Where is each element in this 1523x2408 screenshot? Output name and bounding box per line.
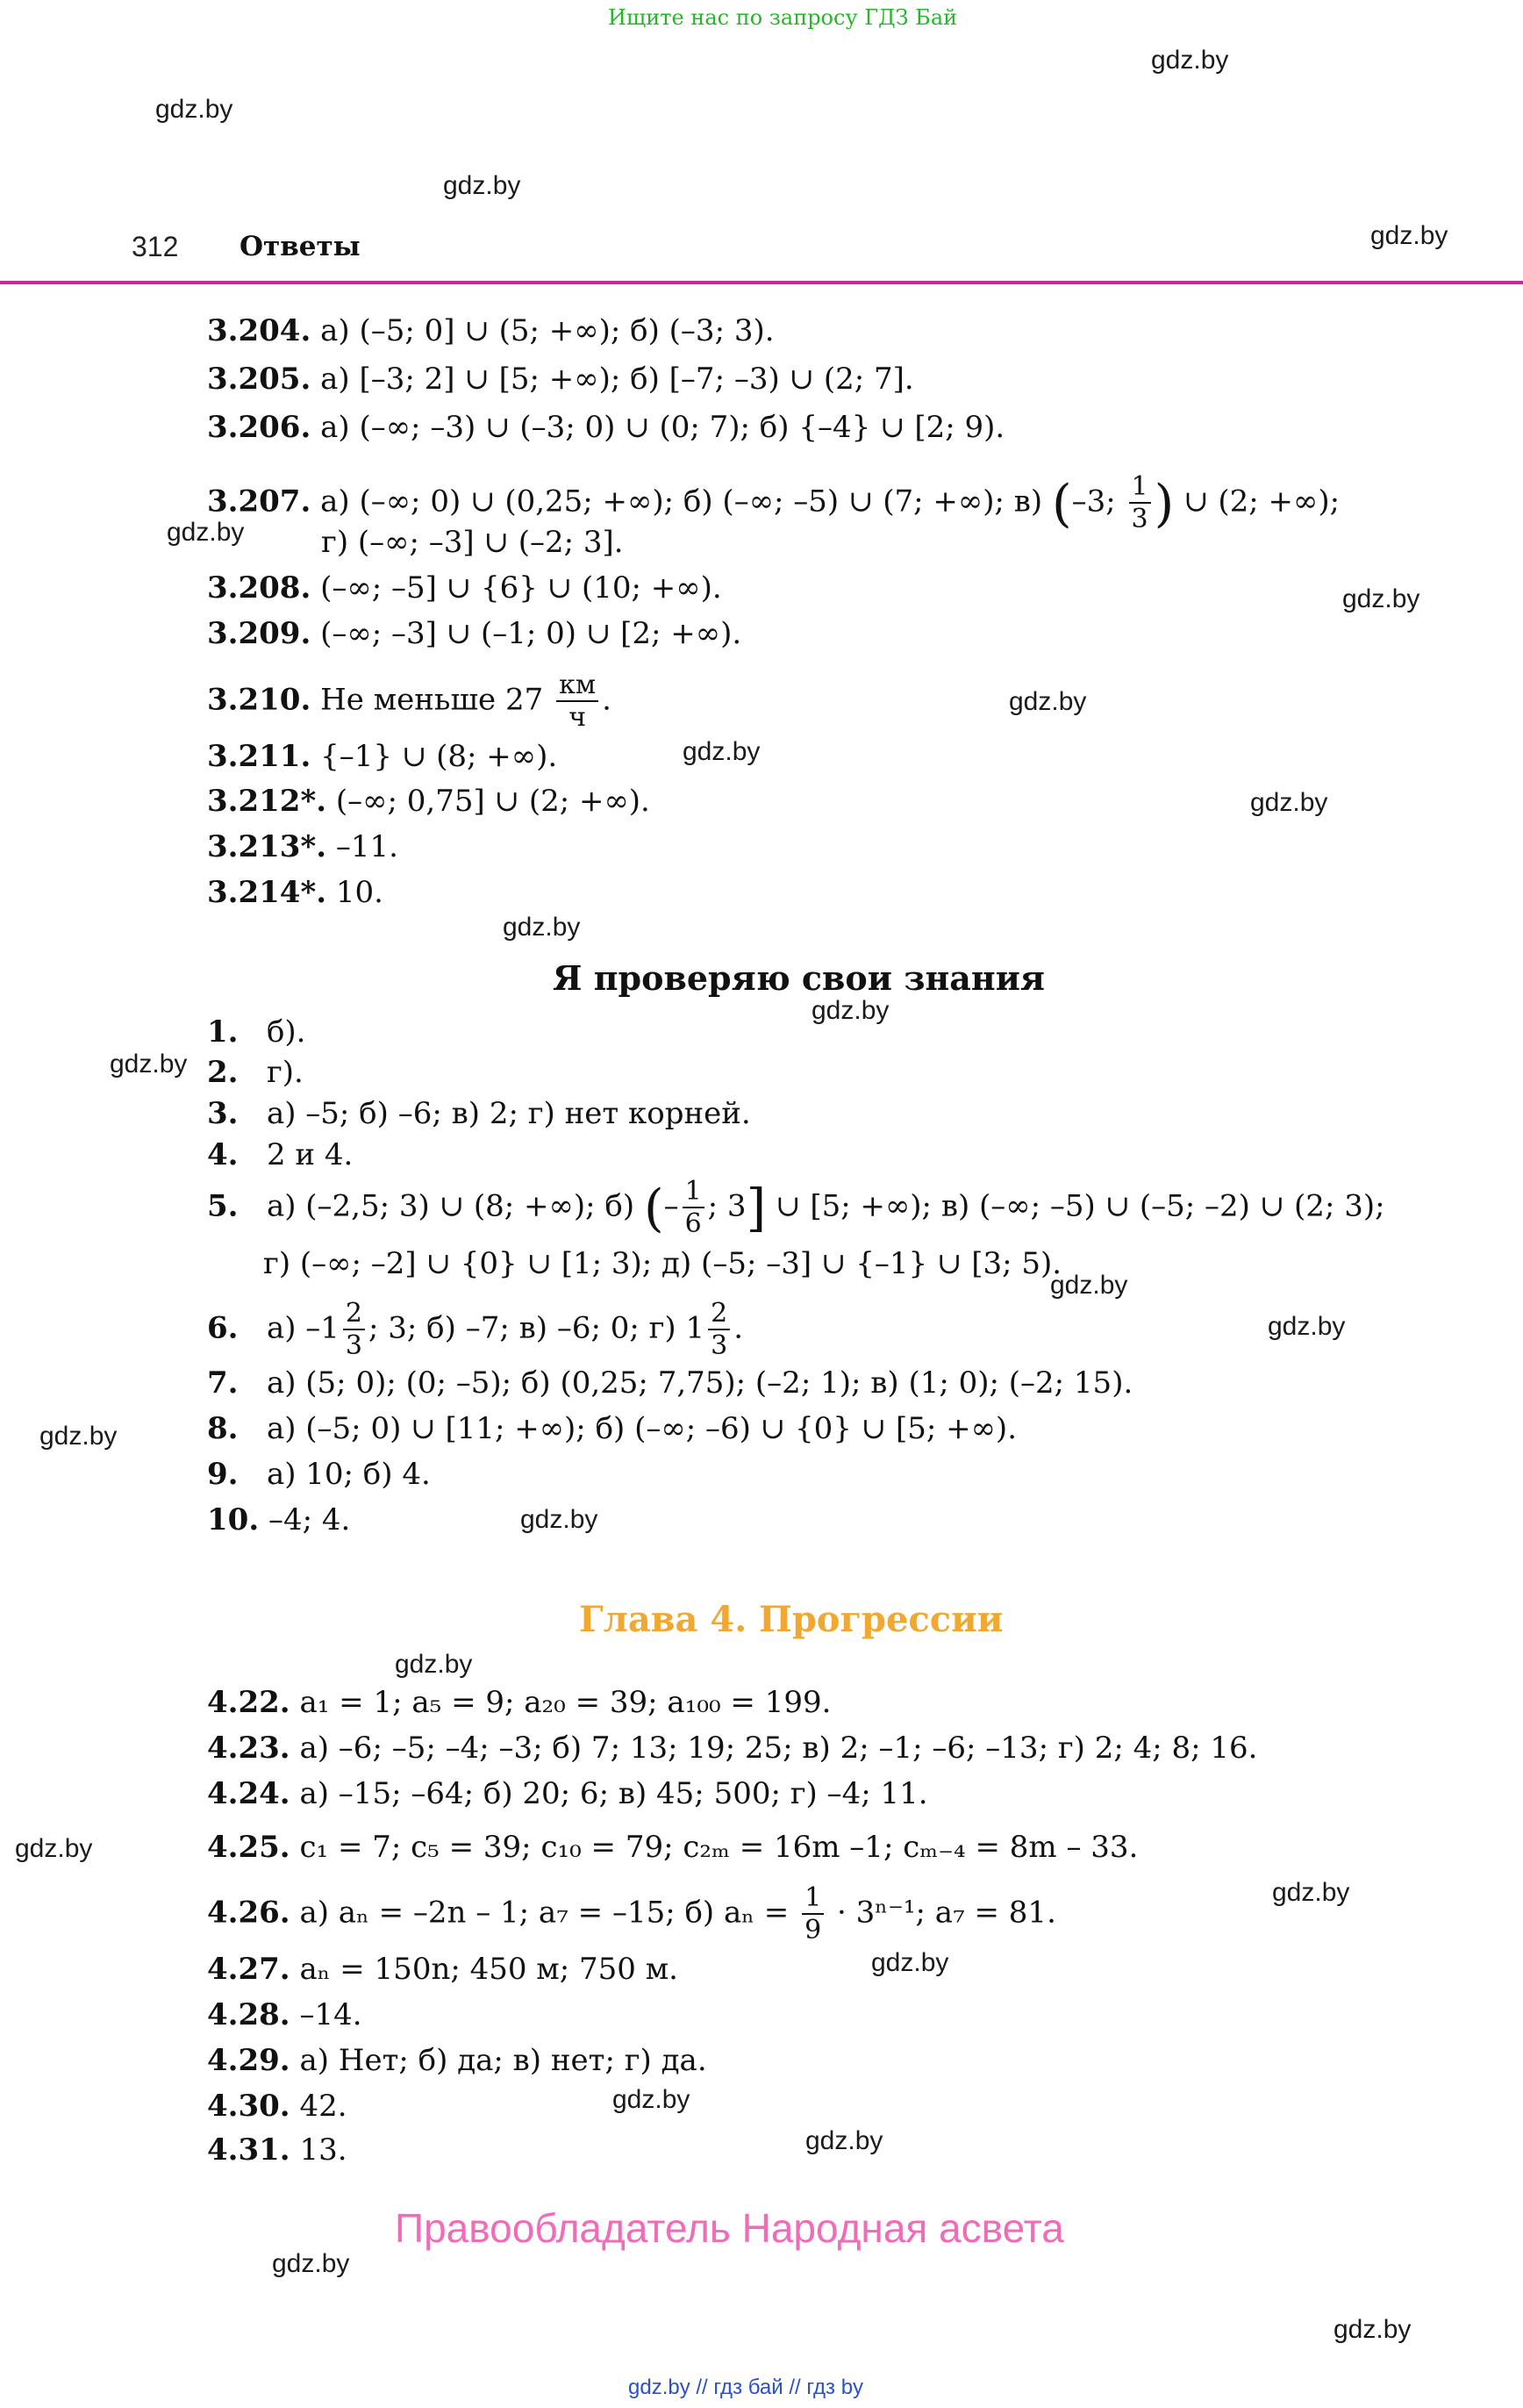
- watermark: gdz.by: [520, 1505, 598, 1534]
- answer-line: 4.27. aₙ = 150n; 450 м; 750 м.: [207, 1952, 678, 1987]
- page-section-title: Ответы: [240, 231, 361, 262]
- watermark: gdz.by: [1050, 1271, 1128, 1300]
- answer-line: 4. 2 и 4.: [207, 1137, 354, 1172]
- footer-links: gdz.by // гдз бай // гдз by: [628, 2376, 864, 2399]
- answer-line: 4.30. 42.: [207, 2089, 347, 2124]
- watermark: gdz.by: [395, 1650, 473, 1679]
- top-banner: Ищите нас по запросу ГДЗ Бай: [608, 5, 958, 30]
- watermark: gdz.by: [1250, 788, 1328, 817]
- watermark: gdz.by: [443, 171, 521, 200]
- answer-line: 6. а) –1 $\frac{2}{3}$ ; 3; б) –7; в) –6; 0; г) 1 $\frac{2}{3}$ .: [207, 1298, 744, 1361]
- watermark: gdz.by: [805, 2126, 883, 2155]
- watermark: gdz.by: [1272, 1878, 1350, 1907]
- watermark: gdz.by: [683, 737, 761, 766]
- header-rule: [0, 281, 1523, 284]
- watermark: gdz.by: [15, 1834, 93, 1863]
- answer-line: 3.207. а) (–∞; 0) ∪ (0,25; +∞); б) (–∞; –5) ∪ (7; +∞); в) (–3; $\frac{1}{3}$ ) ∪ (2; +∞);: [207, 471, 1341, 534]
- answer-line: 5. а) (–2,5; 3) ∪ (8; +∞); б) (– $\frac{1}{6}$ ; 3] ∪ [5; +∞); в) (–∞; –5) ∪ (–5; –2) ∪ (2; 3);: [207, 1176, 1385, 1239]
- watermark: gdz.by: [1334, 2315, 1412, 2344]
- section-heading: Я проверяю свои знания: [553, 958, 1045, 998]
- watermark: gdz.by: [167, 518, 245, 547]
- answer-line: 9. а) 10; б) 4.: [207, 1457, 431, 1492]
- watermark: gdz.by: [812, 996, 890, 1025]
- answer-line: 2. г).: [207, 1055, 304, 1090]
- answer-line: 3.204. а) (–5; 0] ∪ (5; +∞); б) (–3; 3).: [207, 313, 775, 348]
- watermark: gdz.by: [1370, 221, 1448, 250]
- answer-line: 4.25. c₁ = 7; c₅ = 39; c₁₀ = 79; c₂ₘ = 16m –1; cₘ₋₄ = 8m – 33.: [207, 1830, 1139, 1865]
- fraction: $\frac{1}{3}$: [1129, 474, 1151, 533]
- fraction: $\frac{1}{9}$: [802, 1885, 824, 1944]
- watermark: gdz.by: [272, 2249, 350, 2278]
- answer-line: 4.29. а) Нет; б) да; в) нет; г) да.: [207, 2043, 707, 2078]
- answer-line: 4.23. а) –6; –5; –4; –3; б) 7; 13; 19; 25; в) 2; –1; –6; –13; г) 2; 4; 8; 16.: [207, 1731, 1258, 1766]
- answer-line: 3.211. {–1} ∪ (8; +∞).: [207, 739, 558, 774]
- fraction: $\frac{2}{3}$: [343, 1301, 365, 1359]
- answer-line: 3.205. а) [–3; 2] ∪ [5; +∞); б) [–7; –3) ∪ (2; 7].: [207, 362, 914, 397]
- answer-line: 3.206. а) (–∞; –3) ∪ (–3; 0) ∪ (0; 7); б) {–4} ∪ [2; 9).: [207, 410, 1005, 445]
- fraction: $\frac{1}{6}$: [683, 1179, 704, 1237]
- rights-holder: Правообладатель Народная асвета: [395, 2205, 1064, 2251]
- answer-line: 3. а) –5; б) –6; в) 2; г) нет корней.: [207, 1096, 751, 1131]
- fraction: $\frac{км}{ч}$: [556, 672, 598, 731]
- answer-line-cont: г) (–∞; –2] ∪ {0} ∪ [1; 3); д) (–5; –3] ∪ {–1} ∪ [3; 5).: [263, 1246, 1062, 1281]
- answer-line: 1. б).: [207, 1014, 306, 1050]
- watermark: gdz.by: [1151, 46, 1229, 75]
- answer-line: 3.209. (–∞; –3] ∪ (–1; 0) ∪ [2; +∞).: [207, 616, 742, 651]
- watermark: gdz.by: [110, 1050, 188, 1079]
- answer-line: 7. а) (5; 0); (0; –5); б) (0,25; 7,75); (–2; 1); в) (1; 0); (–2; 15).: [207, 1365, 1133, 1401]
- watermark: gdz.by: [503, 913, 581, 942]
- answer-line: 4.22. a₁ = 1; a₅ = 9; a₂₀ = 39; a₁₀₀ = 199.: [207, 1685, 832, 1720]
- answer-line-cont: г) (–∞; –3] ∪ (–2; 3].: [321, 525, 624, 560]
- watermark: gdz.by: [1342, 584, 1420, 613]
- answer-line: 4.26. а) aₙ = –2n – 1; a₇ = –15; б) aₙ = $\frac{1}{9}$ · 3ⁿ⁻¹; a₇ = 81.: [207, 1882, 1056, 1946]
- answer-line: 4.24. а) –15; –64; б) 20; 6; в) 45; 500; г) –4; 11.: [207, 1776, 928, 1811]
- answer-line: 3.212*. (–∞; 0,75] ∪ (2; +∞).: [207, 784, 650, 819]
- answer-line: 4.31. 13.: [207, 2132, 347, 2168]
- watermark: gdz.by: [39, 1422, 118, 1451]
- watermark: gdz.by: [871, 1948, 949, 1977]
- answer-line: 3.213*. –11.: [207, 829, 398, 864]
- answer-line: 8. а) (–5; 0) ∪ [11; +∞); б) (–∞; –6) ∪ {0} ∪ [5; +∞).: [207, 1411, 1018, 1446]
- answer-line: 3.214*. 10.: [207, 875, 383, 910]
- answer-line: 10. –4; 4.: [207, 1502, 351, 1537]
- page-number: 312: [132, 231, 179, 262]
- chapter-title: Глава 4. Прогрессии: [579, 1599, 1004, 1640]
- watermark: gdz.by: [1268, 1312, 1346, 1341]
- answer-line: 3.210. Не меньше 27 $\frac{км}{ч}$ .: [207, 670, 611, 733]
- watermark: gdz.by: [1009, 687, 1087, 716]
- watermark: gdz.by: [612, 2085, 690, 2114]
- fraction: $\frac{2}{3}$: [708, 1301, 730, 1359]
- answer-line: 3.208. (–∞; –5] ∪ {6} ∪ (10; +∞).: [207, 570, 722, 606]
- answer-line: 4.28. –14.: [207, 1997, 362, 2032]
- watermark: gdz.by: [155, 95, 233, 124]
